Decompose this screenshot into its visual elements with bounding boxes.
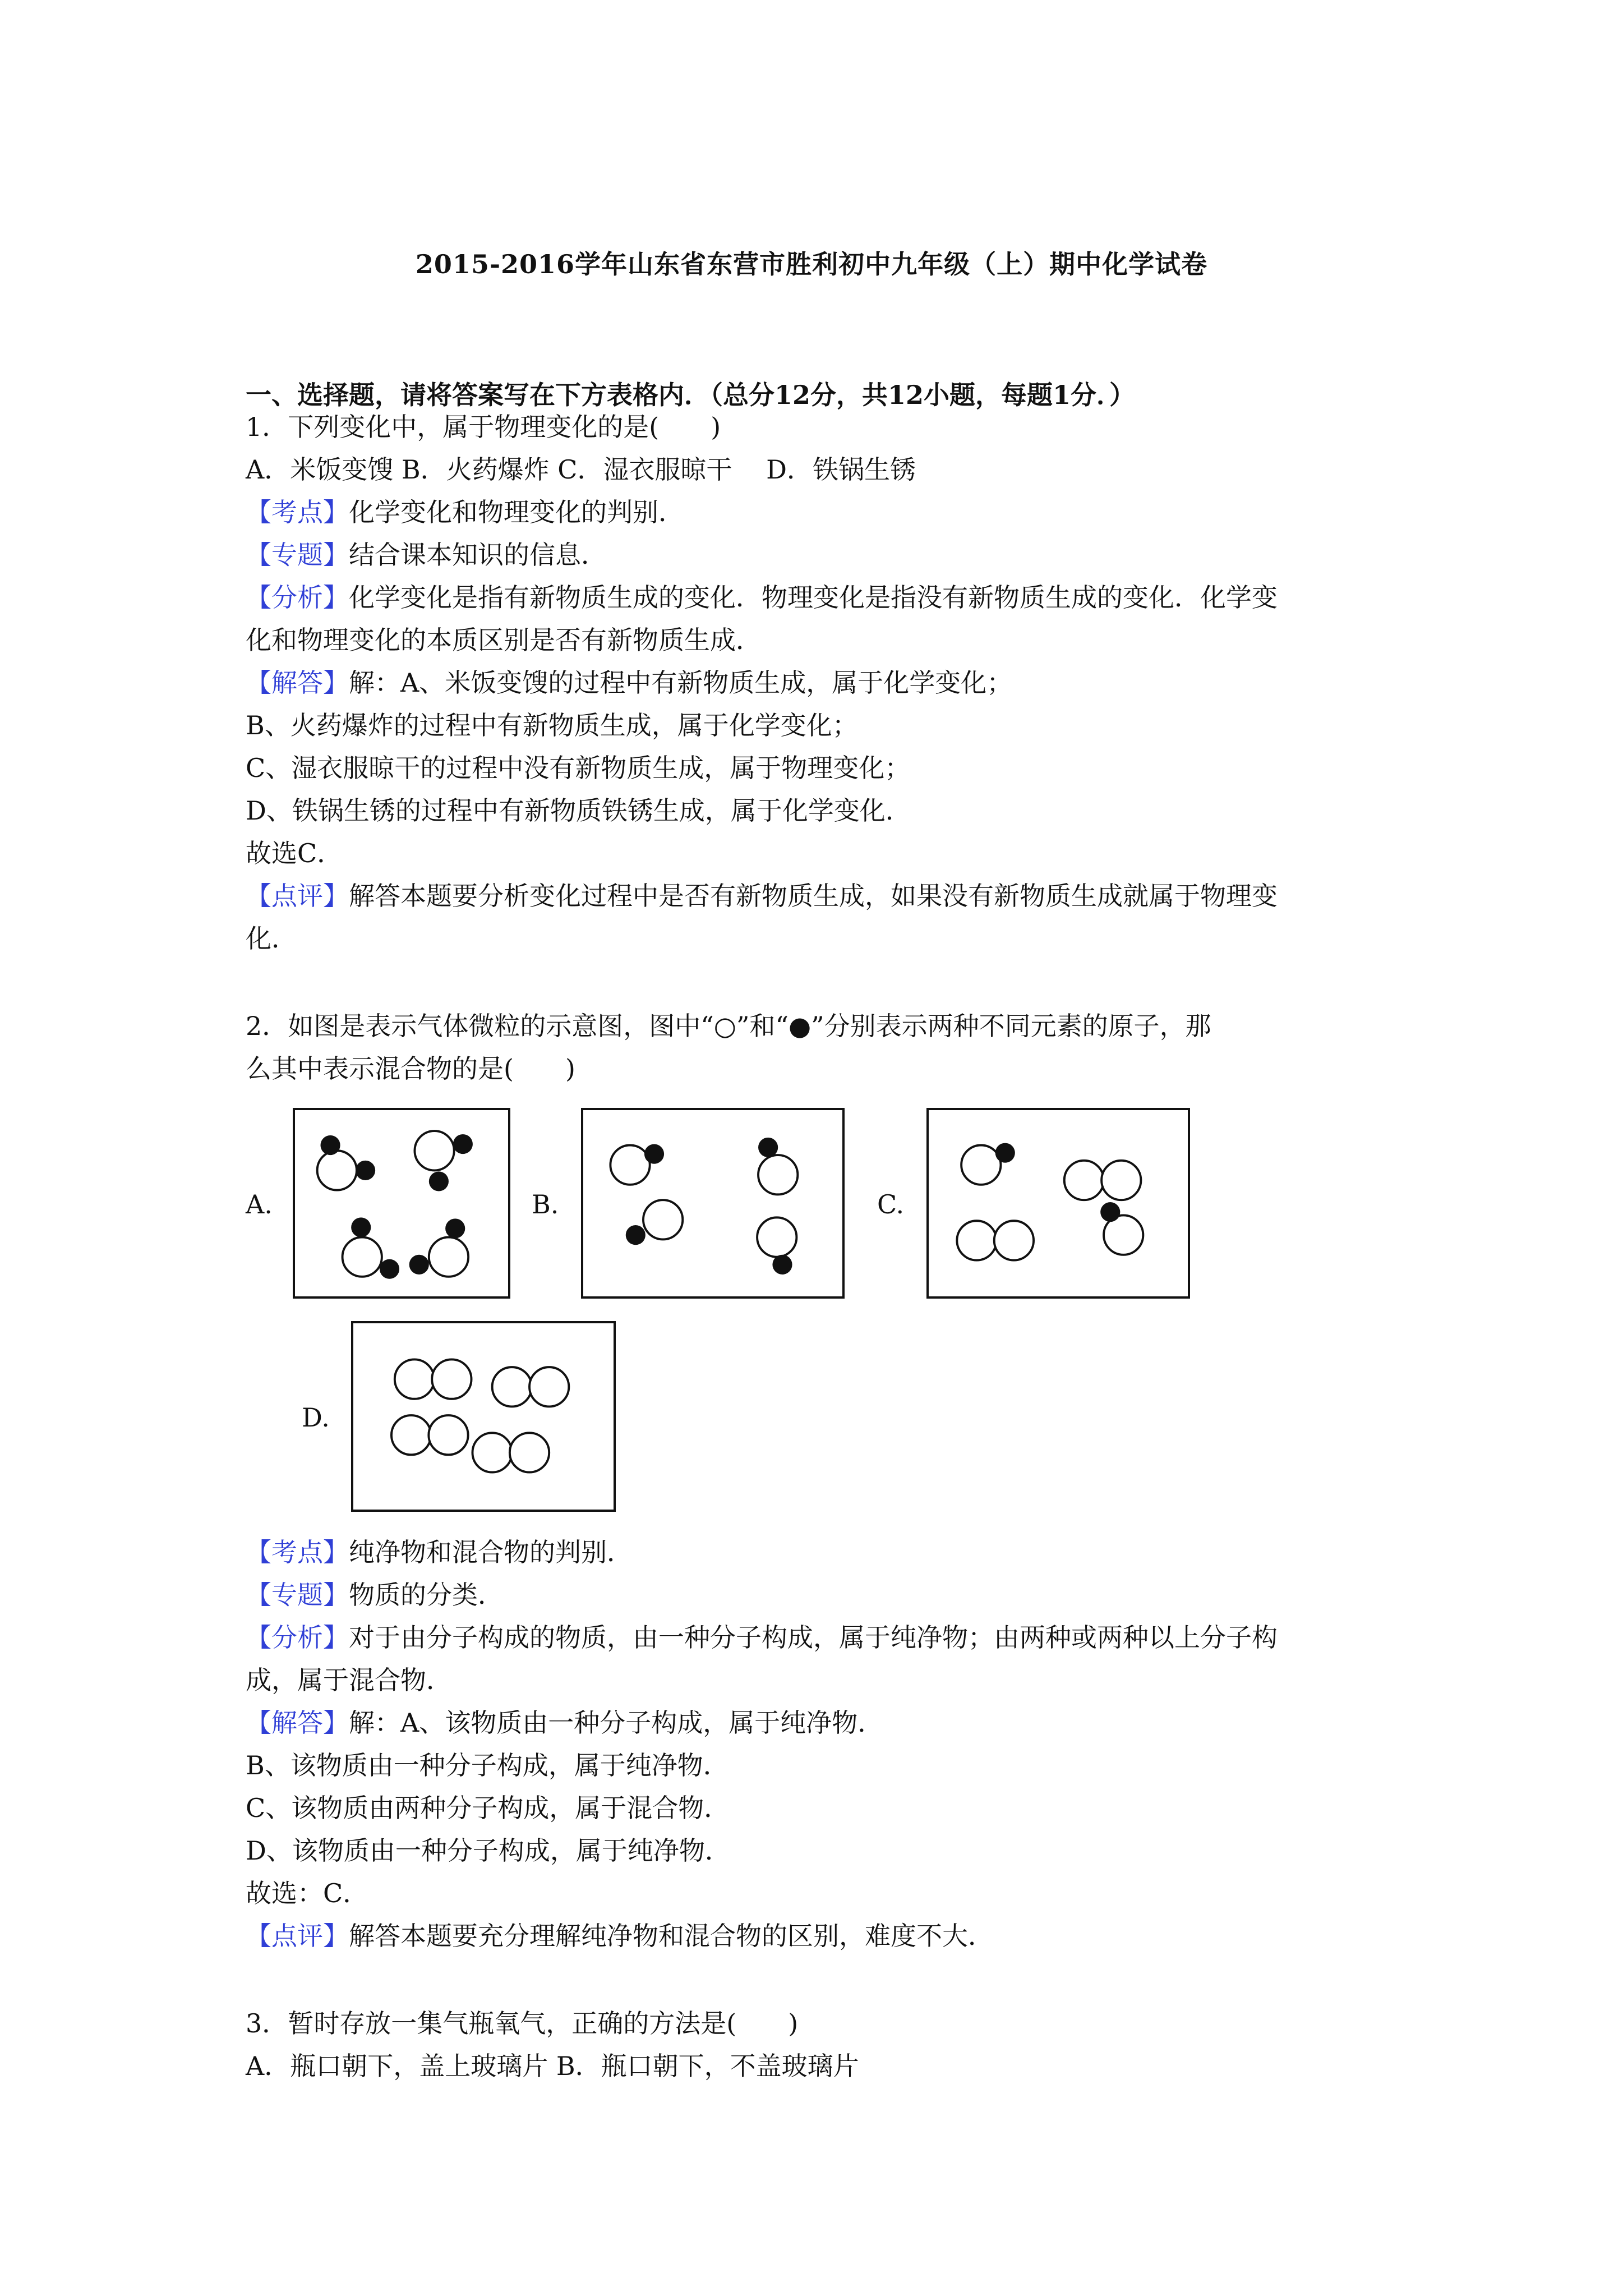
fenxi-text: 化学变化是指有新物质生成的变化．物理变化是指没有新物质生成的变化．化学变 (349, 582, 1278, 613)
q2-stem-cont: 么其中表示混合物的是( ) (246, 1053, 575, 1084)
dianping-text: 解答本题要分析变化过程中是否有新物质生成，如果没有新物质生成就属于物理变 (349, 881, 1278, 911)
q1-answer: 故选C． (246, 838, 343, 868)
kaodian-text: 化学变化和物理变化的判别． (349, 497, 684, 527)
dianping-tag: 【点评】 (246, 881, 349, 911)
q1-zhuanti (246, 542, 607, 568)
fenxi-text: 对于由分子构成的物质，由一种分子构成，属于纯净物；由两种或两种以上分子构 (349, 1622, 1278, 1653)
q1-fenxi-cont: 化和物理变化的本质区别是否有新物质生成． (246, 625, 762, 655)
fenxi-tag: 【分析】 (246, 582, 349, 613)
q2-fenxi-cont: 成，属于混合物． (246, 1665, 452, 1695)
kaodian-tag: 【考点】 (246, 1537, 349, 1567)
q2-jieda-d: D、该物质由一种分子构成，属于纯净物． (246, 1835, 731, 1866)
q2-jieda-c: C、该物质由两种分子构成，属于混合物． (246, 1793, 730, 1823)
figure-c-molecules (929, 1110, 1188, 1296)
q1-fenxi (246, 582, 1278, 613)
q2-jieda (246, 1710, 883, 1736)
q1-jieda-d: D、铁锅生锈的过程中有新物质铁锈生成，属于化学变化． (246, 795, 911, 826)
figure-d-box (351, 1321, 616, 1512)
figure-b-molecules (583, 1110, 842, 1296)
zhuanti-text: 物质的分类． (349, 1580, 504, 1610)
zhuanti-tag: 【专题】 (246, 540, 349, 570)
q1-dianping (246, 883, 1278, 909)
q1-jieda-c: C、湿衣服晾干的过程中没有新物质生成，属于物理变化； (246, 753, 911, 783)
figure-d-molecules (353, 1323, 614, 1510)
q2-answer: 故选：C． (246, 1878, 369, 1908)
q3-stem: 3．暂时存放一集气瓶氧气，正确的方法是( ) (246, 2008, 799, 2039)
q2-kaodian (246, 1539, 633, 1565)
q2-zhuanti (246, 1582, 504, 1608)
q3-options: A．瓶口朝下，盖上玻璃片 B．瓶口朝下，不盖玻璃片 (246, 2051, 859, 2081)
dianping-text: 解答本题要充分理解纯净物和混合物的区别，难度不大． (349, 1921, 994, 1951)
figure-b-box (581, 1108, 845, 1299)
figure-c-label: C. (877, 1189, 905, 1220)
figure-b-label: B. (532, 1189, 559, 1220)
q2-fenxi (246, 1622, 1278, 1653)
fenxi-tag: 【分析】 (246, 1622, 349, 1653)
figure-d-label: D. (302, 1402, 330, 1433)
zhuanti-text: 结合课本知识的信息． (349, 540, 607, 570)
jieda-tag: 【解答】 (246, 668, 349, 698)
page-title: 2015-2016学年山东省东营市胜利初中九年级（上）期中化学试卷 (415, 249, 1208, 279)
q1-jieda (246, 670, 1012, 696)
figure-a-box (293, 1108, 510, 1299)
figure-a-label: A. (246, 1189, 273, 1220)
figure-c-box (926, 1108, 1190, 1299)
dianping-tag: 【点评】 (246, 1921, 349, 1951)
jieda-tag: 【解答】 (246, 1708, 349, 1738)
q2-jieda-b: B、该物质由一种分子构成，属于纯净物． (246, 1750, 729, 1780)
kaodian-text: 纯净物和混合物的判别． (349, 1537, 633, 1567)
jieda-text: 解：A、该物质由一种分子构成，属于纯净物． (349, 1708, 884, 1738)
figure-a-molecules (295, 1110, 508, 1296)
q1-stem: 1．下列变化中，属于物理变化的是( ) (246, 412, 721, 442)
zhuanti-tag: 【专题】 (246, 1580, 349, 1610)
q1-options: A．米饭变馊 B．火药爆炸 C．湿衣服晾干 D．铁锅生锈 (246, 454, 916, 485)
q1-kaodian (246, 499, 684, 525)
kaodian-tag: 【考点】 (246, 497, 349, 527)
q1-dianping-cont: 化． (246, 923, 297, 954)
section-heading: 一、选择题，请将答案写在下方表格内．（总分12分，共12小题，每题1分．） (246, 380, 1136, 410)
jieda-text: 解：A、米饭变馊的过程中有新物质生成，属于化学变化； (349, 668, 1013, 698)
q2-stem: 2．如图是表示气体微粒的示意图，图中“○”和“●”分别表示两种不同元素的原子，那 (246, 1011, 1211, 1041)
q1-jieda-b: B、火药爆炸的过程中有新物质生成，属于化学变化； (246, 710, 858, 740)
q2-dianping (246, 1923, 994, 1949)
